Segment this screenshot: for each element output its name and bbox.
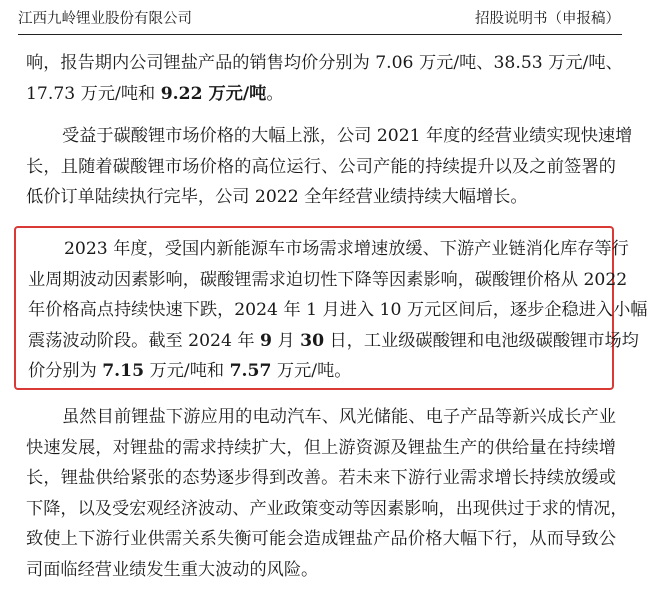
bold-value: 30: [300, 330, 325, 351]
company-name: 江西九岭锂业股份有限公司: [18, 11, 192, 27]
text-span: 价分别为: [28, 361, 103, 382]
text-line: 受益于碳酸锂市场价格的大幅上涨，公司 2021 年度的经营业绩实现快速增: [62, 126, 633, 147]
text-line: [26, 79, 616, 110]
bold-value: 9.22 万元/吨: [160, 83, 267, 104]
highlight-box: [14, 226, 648, 390]
paragraph-2: [26, 121, 633, 213]
page-header: [18, 4, 622, 35]
bold-value: 9: [260, 330, 272, 351]
document-type: 招股说明书（申报稿）: [475, 11, 620, 27]
text-line: 下降，以及受宏观经济波动、产业政策变动等因素影响，出现供过于求的情况，: [26, 498, 628, 519]
text-line: 长，锂盐供给紧张的态势逐步得到改善。若未来下游行业需求增长持续放缓或: [26, 468, 616, 489]
bold-value: 7.57: [229, 361, 272, 382]
paragraph-3: [28, 234, 648, 387]
text-line: 快速发展，对锂盐的需求持续扩大，但上游资源及锂盐生产的供给量在持续增: [26, 437, 616, 458]
text-span: 万元/吨和: [144, 361, 230, 382]
text-line: 业周期波动因素影响，碳酸锂需求迫切性下降等因素影响，碳酸锂价格从 2022: [28, 269, 628, 290]
text-line: 虽然目前锂盐下游应用的电动汽车、风光储能、电子产品等新兴成长产业: [62, 407, 616, 427]
text-line: 响，报告期内公司锂盐产品的销售均价分别为 7.06 万元/吨、38.53 万元/吨、: [26, 53, 623, 73]
text-span: 月: [271, 330, 301, 351]
bold-value: 7.15: [102, 361, 145, 382]
paragraph-1: [26, 48, 623, 109]
paragraph-4: [26, 402, 628, 586]
text-span: 日，工业级碳酸锂和电池级碳酸锂市场均: [324, 330, 639, 351]
text-span: 万元/吨。: [271, 361, 352, 382]
text-span: 。: [266, 83, 284, 104]
text-line: 低价订单陆续执行完毕，公司 2022 全年经营业绩持续大幅增长。: [26, 187, 528, 208]
text-span: 17.73 万元/吨和: [26, 83, 161, 104]
text-line: [28, 326, 639, 357]
text-line: [28, 356, 602, 387]
text-line: 致使上下游行业供需关系失衡可能会造成锂盐产品价格大幅下行，从而导致公: [26, 529, 616, 550]
text-line: 2023 年度，受国内新能源车市场需求增速放缓、下游产业链消化库存等行: [64, 239, 629, 259]
text-span: 震荡波动阶段。截至 2024 年: [28, 330, 261, 351]
text-line: 司面临经营业绩发生重大波动的风险。: [26, 559, 319, 580]
document-body: [26, 48, 633, 225]
text-line: 长，且随着碳酸锂市场价格的高位运行、公司产能的持续提升以及之前签署的: [26, 156, 616, 177]
document-body-lower: [26, 402, 628, 598]
text-line: 年价格高点持续快速下跌，2024 年 1 月进入 10 万元区间后，逐步企稳进入小幅: [28, 300, 648, 321]
